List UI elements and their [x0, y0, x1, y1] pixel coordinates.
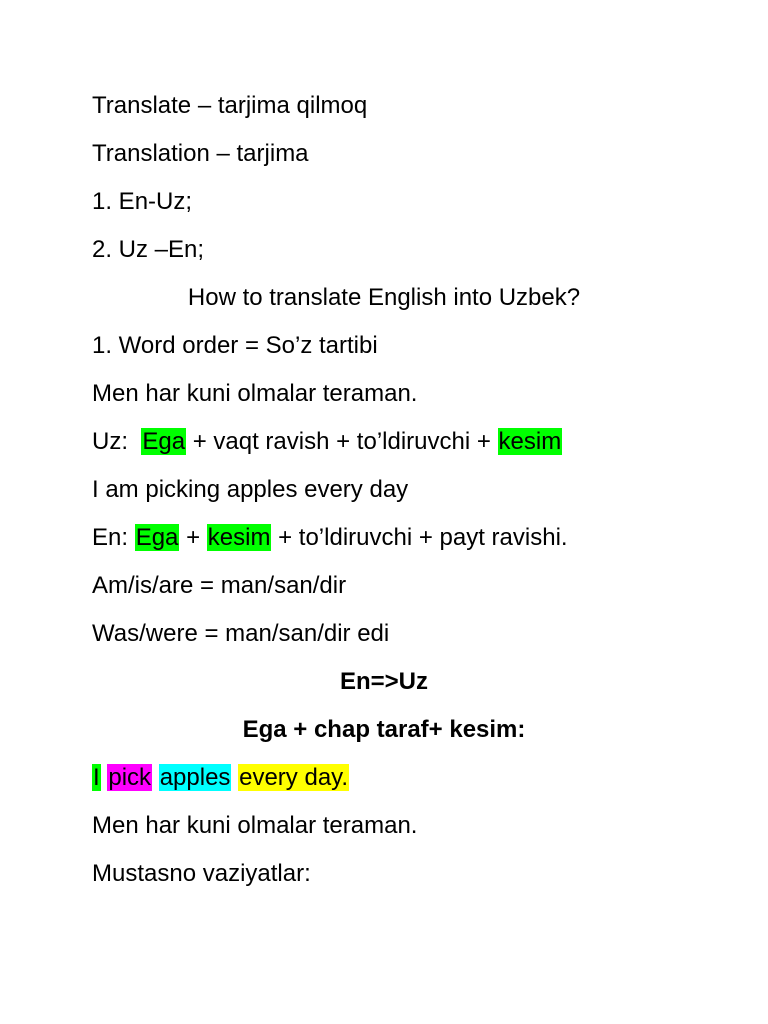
highlight-kesim: kesim: [498, 428, 562, 455]
highlight-subject: I: [93, 764, 100, 791]
text-line: Was/were = man/san/dir edi: [92, 620, 390, 647]
text-line: I am picking apples every day: [92, 476, 409, 503]
highlight-verb: pick: [108, 764, 152, 791]
highlight-time: every day.: [239, 764, 349, 791]
line-prefix: En:: [92, 524, 135, 551]
text-line: 1. Word order = So’z tartibi: [92, 332, 378, 359]
highlight-ega: Ega: [135, 524, 179, 551]
line-plus: +: [179, 524, 207, 551]
text-line: 2. Uz –En;: [92, 236, 205, 263]
line-prefix: Uz:: [92, 428, 142, 455]
centered-heading: How to translate English into Uzbek?: [187, 284, 581, 311]
uz-word-order-line: [92, 427, 728, 457]
text-line: Am/is/are = man/san/dir: [92, 572, 347, 599]
text-line: Men har kuni olmalar teraman.: [92, 812, 418, 839]
bold-centered-heading: En=>Uz: [339, 668, 429, 695]
line-rest: + to’ldiruvchi + payt ravishi.: [271, 524, 568, 551]
text-line: Translation – tarjima: [92, 140, 309, 167]
text-line: Men har kuni olmalar teraman.: [92, 380, 418, 407]
text-line: Mustasno vaziyatlar:: [92, 860, 311, 887]
highlight-object: apples: [159, 764, 231, 791]
en-word-order-line: [92, 523, 728, 553]
line-middle: + vaqt ravish + to’ldiruvchi +: [186, 428, 498, 455]
bold-centered-heading: Ega + chap taraf+ kesim:: [242, 716, 526, 743]
highlight-kesim: kesim: [207, 524, 271, 551]
highlighted-example-line: [92, 763, 728, 793]
text-line: Translate – tarjima qilmoq: [92, 92, 368, 119]
highlight-ega: Ega: [142, 428, 186, 455]
text-line: 1. En-Uz;: [92, 188, 193, 215]
